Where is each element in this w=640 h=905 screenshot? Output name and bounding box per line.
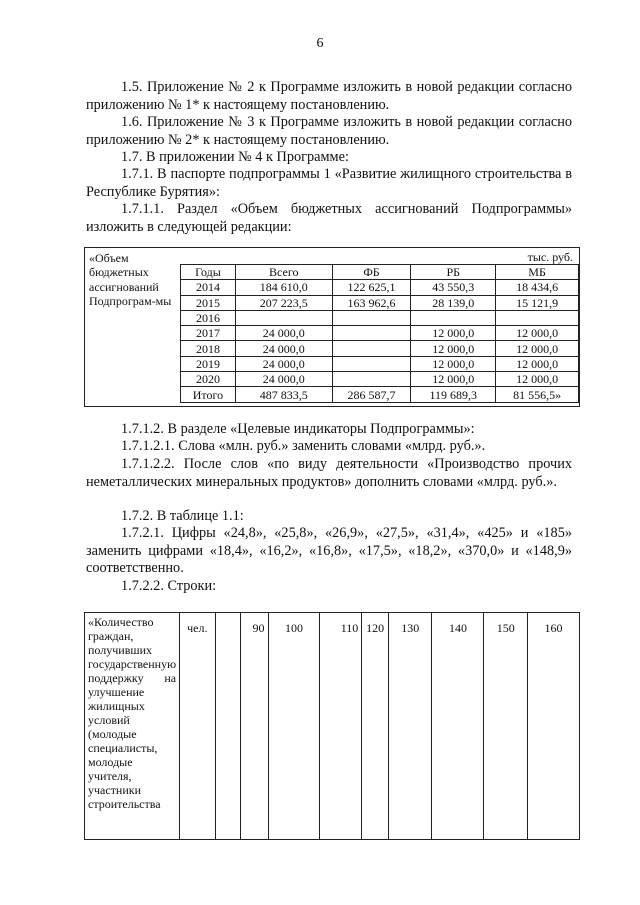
- header-years: Годы: [181, 265, 236, 280]
- budget-table-unit: тыс. руб.: [527, 250, 573, 264]
- cell: 28 139,0: [411, 295, 496, 310]
- table-row: [181, 280, 579, 295]
- cell: 286 587,7: [332, 387, 411, 402]
- cell: 12 000,0: [496, 356, 579, 371]
- table-row: [85, 613, 580, 840]
- cell: 24 000,0: [235, 372, 332, 387]
- table-row: [181, 310, 579, 325]
- cell: 12 000,0: [411, 356, 496, 371]
- cell: 487 833,5: [235, 387, 332, 402]
- cell: 160: [527, 613, 579, 840]
- budget-table: [84, 247, 580, 407]
- cell: [215, 613, 241, 840]
- cell: 12 000,0: [496, 326, 579, 341]
- cell: 12 000,0: [411, 372, 496, 387]
- paragraph-1-7-1-2-1: 1.7.1.2.1. Слова «млн. руб.» заменить словами «млрд. руб.».: [121, 438, 486, 454]
- cell: 2014: [181, 280, 236, 295]
- cell: [332, 356, 411, 371]
- budget-header-row: [181, 265, 579, 280]
- cell: 2020: [181, 372, 236, 387]
- paragraph-1-6: 1.6. Приложение № 3 к Программе изложить в новой редакции согласно приложению № 2* к настоящему постановлению.: [86, 114, 572, 148]
- indicator-table: [84, 612, 580, 840]
- cell: 2018: [181, 341, 236, 356]
- paragraph-1-7-1-2: 1.7.1.2. В разделе «Целевые индикаторы Подпрограммы»:: [121, 421, 475, 437]
- paragraph-1-7-1: 1.7.1. В паспорте подпрограммы 1 «Развитие жилищного строительства в Республике Бурятия»:: [86, 166, 572, 200]
- cell: 24 000,0: [235, 326, 332, 341]
- header-fb: ФБ: [332, 265, 411, 280]
- cell: 2015: [181, 295, 236, 310]
- cell: 100: [268, 613, 320, 840]
- paragraph-1-7-1-2-2: 1.7.1.2.2. После слов «по виду деятельности «Производство прочих неметаллических минеральных продуктов» дополнить словами «млрд. руб.».: [86, 456, 572, 490]
- cell: [332, 310, 411, 325]
- cell: [332, 372, 411, 387]
- paragraph-1-7-2-2: 1.7.2.2. Строки:: [121, 578, 217, 594]
- paragraph-1-7: 1.7. В приложении № 4 к Программе:: [121, 149, 349, 165]
- cell: [235, 310, 332, 325]
- table-row: [181, 341, 579, 356]
- paragraph-1-7-1-1: 1.7.1.1. Раздел «Объем бюджетных ассигнований Подпрограммы» изложить в следующей редакции:: [86, 201, 572, 235]
- table-row: [181, 295, 579, 310]
- cell: 15 121,9: [496, 295, 579, 310]
- cell: 18 434,6: [496, 280, 579, 295]
- header-rb: РБ: [411, 265, 496, 280]
- cell: 207 223,5: [235, 295, 332, 310]
- cell: [332, 341, 411, 356]
- cell: 184 610,0: [235, 280, 332, 295]
- cell: 122 625,1: [332, 280, 411, 295]
- paragraph-1-7-2-1: 1.7.2.1. Цифры «24,8», «25,8», «26,9», «27,5», «31,4», «425» и «185» заменить цифрами «18,4», «16,2», «16,8», «17,5», «18,2», «370,0» и «148,9» соответственно.: [86, 525, 572, 576]
- cell: 24 000,0: [235, 356, 332, 371]
- table-row-total: [181, 387, 579, 402]
- cell: 2016: [181, 310, 236, 325]
- cell: Итого: [181, 387, 236, 402]
- paragraph-1-7-2: 1.7.2. В таблице 1.1:: [121, 508, 244, 524]
- cell: 12 000,0: [411, 326, 496, 341]
- cell: 12 000,0: [411, 341, 496, 356]
- cell: 24 000,0: [235, 341, 332, 356]
- cell: 130: [388, 613, 432, 840]
- cell: 119 689,3: [411, 387, 496, 402]
- cell: 43 550,3: [411, 280, 496, 295]
- cell: 81 556,5»: [496, 387, 579, 402]
- cell: 90: [241, 613, 268, 840]
- header-total: Всего: [235, 265, 332, 280]
- cell: 110: [320, 613, 362, 840]
- table-row: [181, 356, 579, 371]
- header-mb: МБ: [496, 265, 579, 280]
- budget-grid: [180, 264, 579, 403]
- table-row: [181, 326, 579, 341]
- cell: 12 000,0: [496, 341, 579, 356]
- cell: 163 962,6: [332, 295, 411, 310]
- page-number: 6: [316, 36, 324, 51]
- budget-table-label: «Объем бюджетных ассигнований Подпрограм-мы: [89, 251, 172, 309]
- cell: 140: [432, 613, 484, 840]
- table-row: [181, 372, 579, 387]
- cell: 12 000,0: [496, 372, 579, 387]
- cell: [411, 310, 496, 325]
- cell: [332, 326, 411, 341]
- paragraph-1-5: 1.5. Приложение № 2 к Программе изложить в новой редакции согласно приложению № 1* к настоящему постановлению.: [86, 79, 572, 113]
- indicator-unit: чел.: [180, 613, 215, 840]
- cell: 120: [362, 613, 389, 840]
- cell: 150: [484, 613, 528, 840]
- indicator-label: «Количество граждан, получивших государственную поддержку на улучшение жилищных условий (молодые специалисты, молодые учителя, участники строительства: [85, 613, 180, 840]
- cell: 2017: [181, 326, 236, 341]
- cell: [496, 310, 579, 325]
- cell: 2019: [181, 356, 236, 371]
